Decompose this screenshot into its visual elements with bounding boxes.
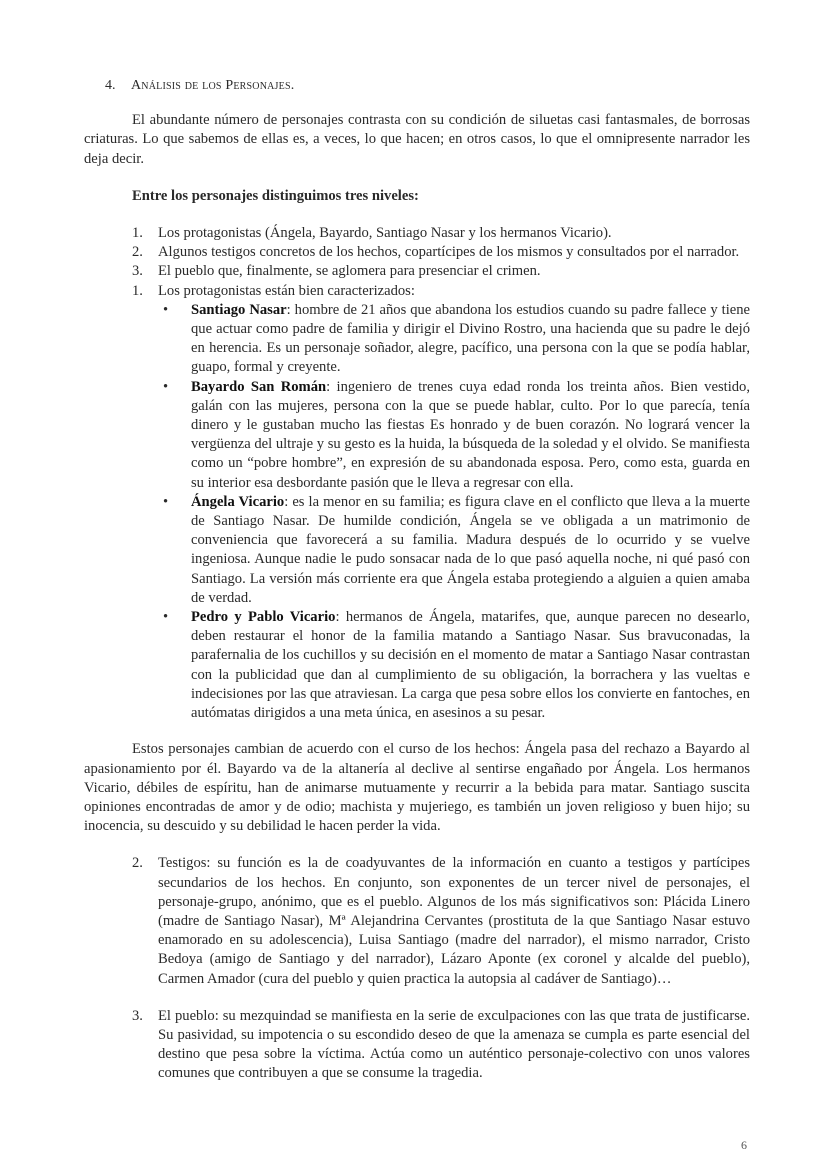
town-text: El pueblo: su mezquindad se manifiesta en la serie de exculpaciones con las que trata de justificarse. Su pasividad, su impotencia o su escondido deseo de que la amenaza se cumpla es parte esencial del destino que pesa sobre la víctima. Actúa como un auténtico personaje-colectivo con unos valores comunes que contribuyen a que se consume la tragedia. [158, 1007, 750, 1082]
characters-list [158, 301, 750, 723]
evolution-paragraph: Estos personajes cambian de acuerdo con el curso de los hechos: Ángela pasa del rechazo a Bayardo al apasionamiento por él. Bayardo va de la altanería al declive al sentirse engañado por Ángela. Los hermanos Vicario, débiles de espíritu, han de animarse mutuamente y recurrir a la bebida para matar. Santiago suscita opiniones encontradas de amor y de odio; machista y mujeriego, es también un joven religioso y buen hijo; su inocencia, su descuido y su debilidad le hacen perder la vida. [84, 741, 750, 835]
character-item-pedro-pablo-vicario [158, 608, 750, 723]
list-text: Los protagonistas (Ángela, Bayardo, Santiago Nasar y los hermanos Vicario). [158, 225, 612, 242]
character-name: Bayardo San Román [191, 378, 327, 395]
bullet-icon: • [163, 609, 169, 626]
character-name: Ángela Vicario [191, 493, 285, 510]
list-number: 3. [132, 263, 143, 280]
section-number: 4. [105, 78, 116, 93]
list-item [132, 243, 750, 262]
intro-paragraph: El abundante número de personajes contrasta con su condición de siluetas casi fantasmales, de borrosas criaturas. Lo que sabemos de ellas es, a veces, lo que hacen; en otros casos, lo que el omnipresente narrador les deja decir. [84, 112, 750, 167]
character-description: : es la menor en su familia; es figura clave en el conflicto que lleva a la muerte de Santiago Nasar. De humilde condición, Ángela se ve obligada a un matrimonio de conveniencia que favorecerá a su familia. Madura después de lo ocurrido y se vuelve ingeniosa. Aunque nadie le pudo sonsacar nada de lo que pasó aquella noche, ni qué pasó con Santiago. La versión más corriente era que Ángela estaba protegiendo a alguien a quien amaba de verdad. [191, 493, 750, 606]
bullet-icon: • [163, 301, 169, 318]
levels-title: Entre los personajes distinguimos tres niveles: [132, 187, 419, 204]
protagonists-section [84, 282, 750, 724]
list-number: 2. [132, 855, 143, 872]
list-number: 1. [132, 225, 143, 242]
character-description: : hermanos de Ángela, matarifes, que, aunque parecen no desearlo, deben restaurar el honor de la familia matando a Santiago Nasar. Sus bravuconadas, la parafernalia de los cuchillos y su decisión en el momento de matar a Santiago Nasar contrastan con la publicidad que dan al cumplimiento de su obligación, la borrachera y las vueltas e indecisiones por las que atraviesan. La carga que pesa sobre ellos los convierte en fantoches, en autómatas dirigidos a una meta única, en asesinos a su pesar. [191, 609, 750, 722]
section-title: Análisis de los Personajes. [131, 78, 295, 93]
character-item-angela-vicario [158, 493, 750, 608]
witnesses-item [132, 854, 750, 988]
character-item-santiago-nasar [158, 301, 750, 378]
character-name: Santiago Nasar [191, 301, 287, 318]
list-number: 3. [132, 1007, 143, 1024]
bullet-icon: • [163, 378, 169, 395]
protagonists-intro: Los protagonistas están bien caracterizados: [158, 282, 415, 299]
character-item-bayardo-san-roman [158, 378, 750, 493]
list-item [132, 224, 750, 243]
list-number: 1. [132, 282, 143, 299]
document-page [84, 76, 750, 1084]
town-item [132, 1007, 750, 1084]
character-description: : ingeniero de trenes cuya edad ronda los treinta años. Bien vestido, galán con las mujeres, persona con la que se puede hablar, culto. Por lo que parecía, tenía dinero y le gustaban mucho las fiestas Es honrado y de buen corazón. No logrará vencer la vergüenza del ultraje y su gesto es la huida, la búsqueda de la soledad y el olvido. Se manifiesta como un “pobre hombre”, en expresión de su abandonada esposa. Pero, como esta, guarda en su interior esa desbordante pasión que le lleva a regresar con ella. [191, 378, 750, 491]
protagonists-heading [132, 282, 750, 301]
levels-list [84, 224, 750, 282]
page-number: 6 [741, 1138, 747, 1152]
witnesses-section [132, 854, 750, 988]
list-text: El pueblo que, finalmente, se aglomera para presenciar el crimen. [158, 263, 541, 280]
witnesses-text: Testigos: su función es la de coadyuvantes de la información en cuanto a testigos y partícipes secundarios de los hechos. En conjunto, son exponentes de un tercer nivel de personajes, el personaje-grupo, anónimo, que es el pueblo. Algunos de los más significativos son: Plácida Linero (madre de Santiago Nasar), Mª Alejandrina Cervantes (prostituta de la que Santiago Nasar estuvo enamorado en su adolescencia), Luisa Santiago (madre del narrador), el mismo narrador, Cristo Bedoya (amigo de Santiago y del narrador), Lázaro Aponte (ex coronel y alcalde del pueblo), Carmen Amador (cura del pueblo y quien practica la autopsia al cadáver de Santiago)… [158, 855, 750, 987]
section-heading [105, 76, 750, 95]
town-section [84, 1007, 750, 1084]
character-description: : hombre de 21 años que abandona los estudios cuando su padre fallece y tiene que actuar como padre de familia y dirigir el Divino Rostro, una hacienda que su padre le dejó en herencia. Es un personaje soñador, alegre, pacífico, una persona con la que se podía hablar, guapo, formal y creyente. [191, 301, 750, 376]
list-text: Algunos testigos concretos de los hechos, copartícipes de los mismos y consultados por el narrador. [158, 244, 740, 261]
character-name: Pedro y Pablo Vicario [191, 609, 336, 626]
list-number: 2. [132, 244, 143, 261]
bullet-icon: • [163, 493, 169, 510]
list-item [132, 262, 750, 281]
